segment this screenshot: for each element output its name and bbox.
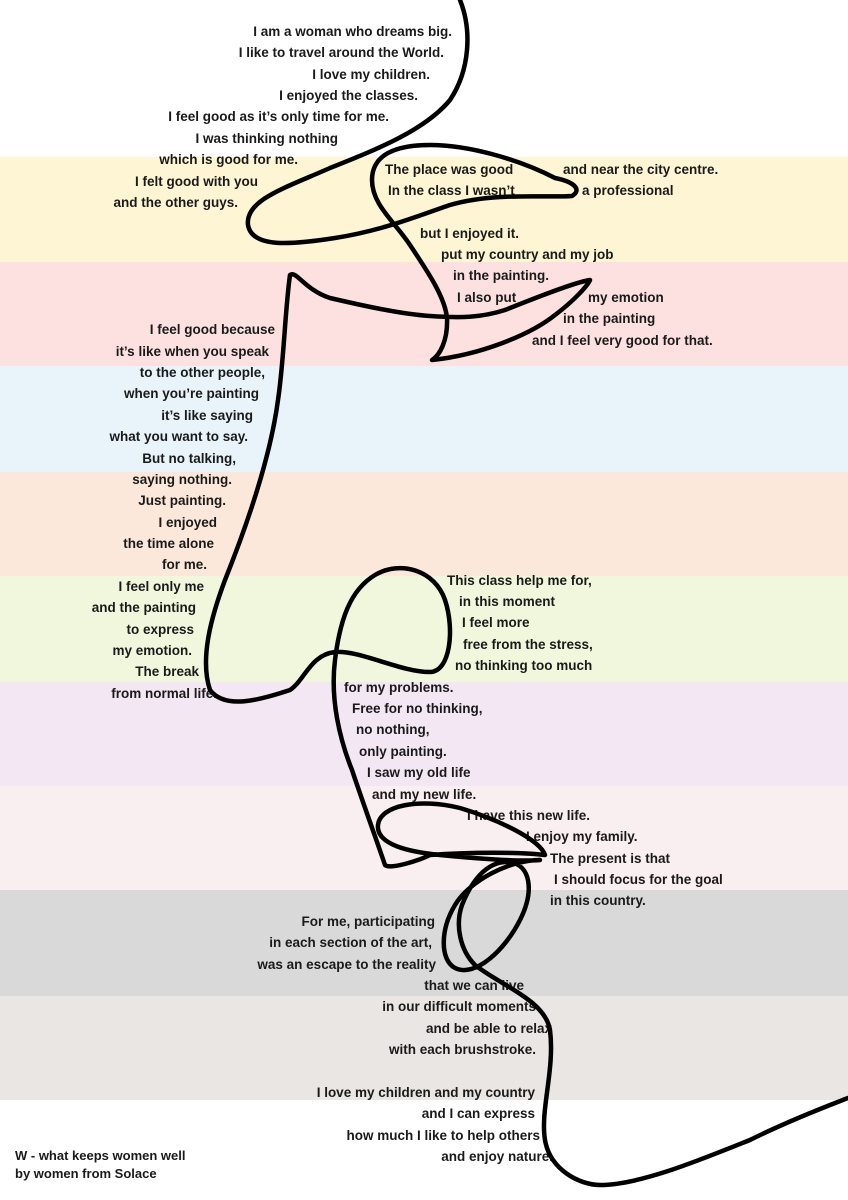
poem-line: I feel more	[462, 615, 530, 630]
poem-line: Free for no thinking,	[352, 701, 483, 716]
poem-line: to express	[126, 622, 194, 637]
poem-line: it’s like saying	[161, 408, 253, 423]
poem-line: to the other people,	[139, 365, 265, 380]
poem-line: The present is that	[550, 851, 671, 866]
poem-line: no nothing,	[356, 722, 430, 737]
poem-line: I have this new life.	[467, 808, 591, 823]
poem-line: I enjoyed the classes.	[279, 88, 418, 103]
poem-line: from normal life.	[111, 686, 217, 701]
poem-line: for my problems.	[344, 680, 454, 695]
poem-line: was an escape to the reality	[257, 957, 436, 972]
poem-line: my emotion	[588, 290, 664, 305]
poem-line: But no talking,	[142, 451, 236, 466]
poem-line: In the class I wasn’t	[388, 183, 515, 198]
poem-line: only painting.	[359, 744, 447, 759]
poem-line: how much I like to help others	[346, 1128, 540, 1143]
poem-line: I should focus for the goal	[554, 872, 723, 887]
poem-line: in our difficult moments	[382, 999, 536, 1014]
poem-line: The break	[135, 664, 199, 679]
poem-line: Just painting.	[138, 493, 226, 508]
poem-line: it’s like when you speak	[115, 344, 269, 359]
poem-line: I saw my old life	[367, 765, 471, 780]
poem-line: I am a woman who dreams big.	[253, 24, 452, 39]
poem-line: This class help me for,	[447, 573, 592, 588]
band-blue	[0, 366, 848, 472]
poem-line: I feel good because	[149, 322, 275, 337]
poem-line: what you want to say.	[109, 429, 248, 444]
poem-line: and enjoy nature.	[441, 1149, 553, 1164]
poem-line: with each brushstroke.	[388, 1042, 536, 1057]
poem-line: a professional	[582, 183, 674, 198]
poem-line: I enjoyed	[158, 515, 217, 530]
poem-line: I felt good with you	[135, 174, 258, 189]
poem-line: The place was good	[385, 162, 514, 177]
poem-line: put my country and my job	[441, 247, 614, 262]
poem-line: in the painting	[563, 311, 656, 326]
poem-line: the time alone	[123, 536, 214, 551]
poem-line: I like to travel around the World.	[238, 45, 444, 60]
poem-line: I love my children.	[312, 67, 430, 82]
poem-line: I also put	[457, 290, 517, 305]
poem-line: free from the stress,	[463, 637, 593, 652]
poem-line: no thinking too much	[455, 658, 593, 673]
poem-line: I was thinking nothing	[195, 131, 338, 146]
poem-line: in this country.	[550, 893, 646, 908]
poem-line: and I can express	[421, 1106, 535, 1121]
poem-line: I love my children and my country	[316, 1085, 535, 1100]
poem-line: and my new life.	[372, 787, 477, 802]
poem-line: in each section of the art,	[269, 935, 432, 950]
poem-line: and the other guys.	[113, 195, 238, 210]
poem-line: but I enjoyed it.	[420, 226, 520, 241]
poem-line: in the painting.	[453, 268, 549, 283]
poem-line: that we can live	[424, 978, 524, 993]
poem-line: I enjoy my family.	[526, 829, 638, 844]
poem-line: my emotion.	[112, 643, 192, 658]
poem-line: when you’re painting	[123, 386, 259, 401]
poem-line: in this moment	[459, 594, 556, 609]
credit-byline: by women from Solace	[15, 1166, 157, 1181]
poem-line: and the painting	[91, 600, 196, 615]
poem-line: and I feel very good for that.	[532, 333, 713, 348]
poem-line: saying nothing.	[132, 472, 232, 487]
poem-line: and near the city centre.	[563, 162, 719, 177]
poem-line: which is good for me.	[159, 152, 298, 167]
poem-line: and be able to relax	[425, 1021, 552, 1036]
band-peach	[0, 472, 848, 576]
credit-title: W - what keeps women well	[15, 1148, 186, 1163]
poem-line: for me.	[161, 557, 207, 572]
poem-line: I feel only me	[118, 579, 204, 594]
poem-line: I feel good as it’s only time for me.	[168, 109, 389, 124]
poem-line: For me, participating	[301, 914, 435, 929]
